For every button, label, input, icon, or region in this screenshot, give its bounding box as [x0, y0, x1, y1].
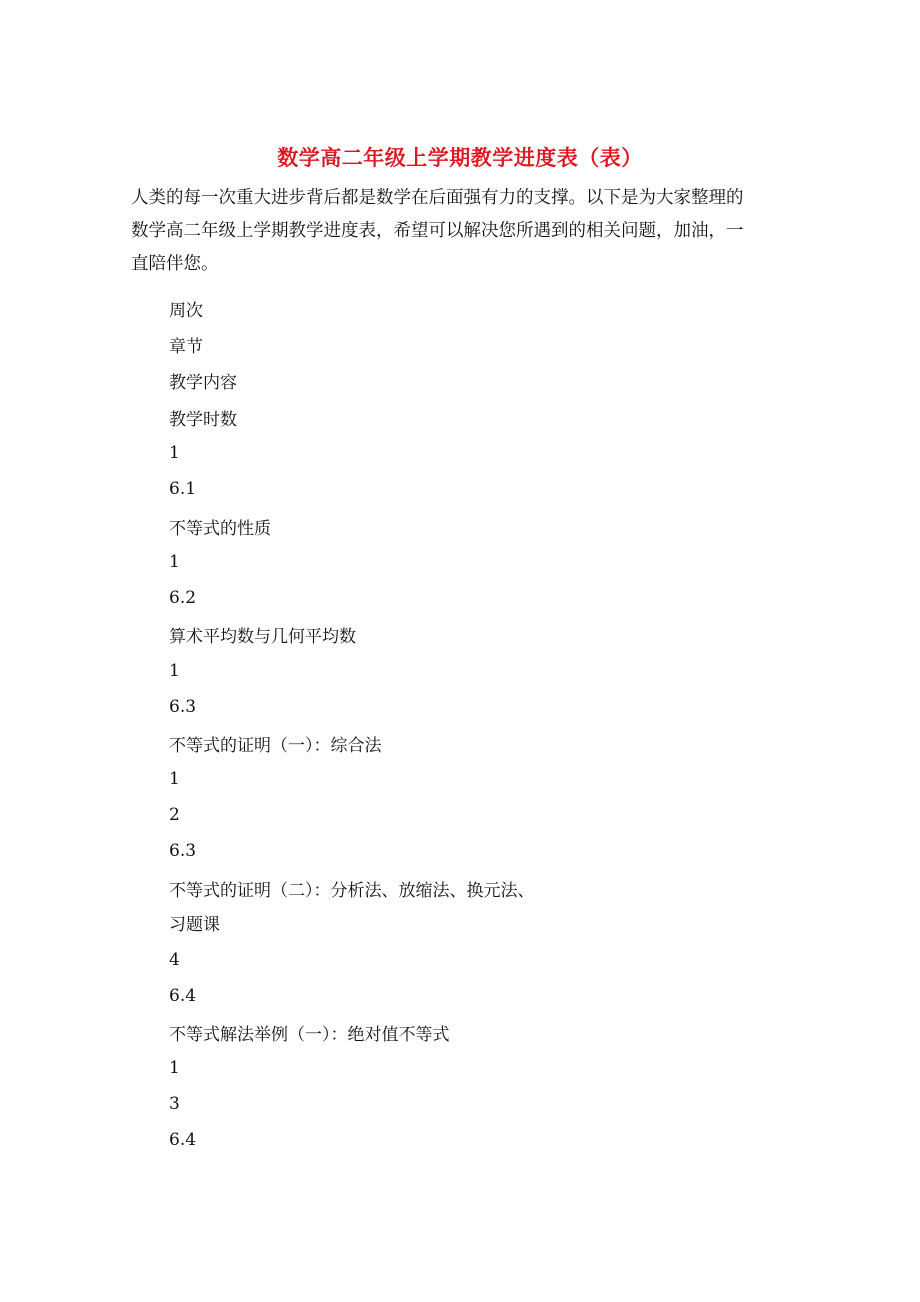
intro-line: 人类的每一次重大进步背后都是数学在后面强有力的支撑。以下是为大家整理的 — [131, 188, 744, 208]
header-hours: 教学时数 — [169, 410, 237, 430]
list-item: 不等式的证明（二）：分析法、放缩法、换元法、 — [169, 881, 535, 901]
list-item: 不等式的证明（一）：综合法 — [169, 736, 382, 756]
list-item: 算术平均数与几何平均数 — [169, 627, 356, 647]
header-week: 周次 — [169, 301, 203, 321]
list-item: 1 — [169, 1058, 180, 1078]
intro-paragraph — [131, 182, 791, 281]
header-content: 教学内容 — [169, 373, 237, 393]
intro-line: 数学高二年级上学期教学进度表，希望可以解决您所遇到的相关问题，加油，一 — [131, 221, 744, 241]
intro-line: 直陪伴您。 — [131, 254, 219, 274]
list-item: 6.2 — [169, 588, 197, 608]
list-item: 1 — [169, 443, 180, 463]
list-item: 6.4 — [169, 1130, 197, 1150]
list-item: 1 — [169, 661, 180, 681]
list-item: 习题课 — [169, 915, 220, 935]
list-item: 1 — [169, 552, 180, 572]
document-title: 数学高二年级上学期教学进度表（表） — [277, 145, 643, 170]
list-item: 不等式解法举例（一）：绝对值不等式 — [169, 1025, 450, 1045]
list-item: 不等式的性质 — [169, 519, 271, 539]
list-item: 6.1 — [169, 479, 197, 499]
list-item: 2 — [169, 805, 180, 825]
list-item: 6.3 — [169, 697, 197, 717]
list-item: 6.3 — [169, 841, 197, 861]
list-item: 6.4 — [169, 986, 197, 1006]
list-item: 1 — [169, 769, 180, 789]
header-chapter: 章节 — [169, 337, 203, 357]
list-item: 4 — [169, 950, 180, 970]
list-item: 3 — [169, 1094, 180, 1114]
